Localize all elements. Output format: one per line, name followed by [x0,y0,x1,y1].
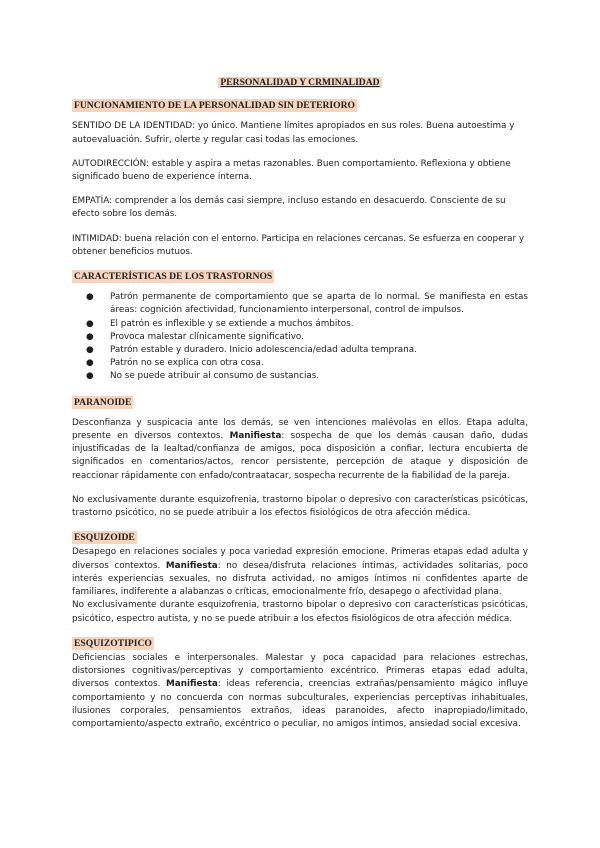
list-item-text: Patrón no se explica con otra cosa. [110,358,264,369]
paragraph-paranoide-exclusion: No exclusivamente durante esquizofrenia, trastorno bipolar o depresivo con características psicóticas, trastorno psicótico, no se puede atribuir a los efectos fisiológicos de otra afección médica. [72,494,528,519]
bold-term: Manifiesta [166,679,218,690]
list-item-text: Patrón permanente de comportamiento que se aparta de lo normal. Se manifiesta en estas áreas: cognición afectividad, funcionamiento interpersonal, control de impulsos. [110,292,528,316]
text-run: Desconfianza y suspicacia ante los demás, se ven intenciones malévolas en ellos. Etapa adulta, presente en diversos contextos. [72,417,528,442]
text-run: Deficiencias sociales e interpersonales. Malestar y poca capacidad para relaciones estrechas, distorsiones cognitivas/perceptivas y comportamiento excéntrico. Primeras etapas edad adulta, diversos contextos. [72,652,528,690]
paragraph-esquizotipico-desc [72,652,528,731]
section-heading-paranoide [72,396,528,409]
text-run: Desapego en relaciones sociales y poca variedad expresión emocione. Primeras etapas edad adulta y diversos contextos. [72,547,528,571]
list-item-text: Provoca malestar clínicamente significativo. [110,331,304,342]
bullet-icon: ● [86,292,94,303]
document-title [72,76,528,89]
paragraph-esquizoide-desc [72,546,528,599]
paragraph-paranoide-desc [72,417,528,483]
bold-term: Manifiesta [229,431,282,442]
bullet-icon: ● [86,345,94,356]
heading-text: PARANOIDE [74,396,132,408]
bullet-icon: ● [86,331,94,342]
list-item [86,318,528,331]
heading-text: ESQUIZOTIPICO [74,637,152,649]
list-item-text: No se puede atribuir al consumo de sustancias. [110,371,320,382]
text-run: : no desea/disfruta relaciones íntimas, actividades solitarias, poco interés experiencias sexuales, no disfruta actividad, no amigos íntimos ni confidentes aparte de familiares, indiferente a alabanzas o críticas, emocionalmente frío, desapego o afectividad plana. [72,560,528,598]
paragraph-esquizoide-exclusion: No exclusivamente durante esquizofrenia, trastorno bipolar o depresivo con características psicóticas, psicótico, espectro autista, y no se puede atribuir a los efectos fisiológicos de otra afección médica. [72,600,528,624]
bullet-icon: ● [86,358,94,369]
bullet-icon: ● [86,318,94,329]
text-run: : ideas referencia, creencias extrañas/pensamiento mágico influye comportamiento y no concuerda con normas subculturales, experiencias perceptivas inhabituales, ilusiones corporales, pensamientos extraños, ideas paranoides, afecto inapropiado/limitado, comportamiento/aspecto extraño, excéntrico o peculiar, no amigos íntimos, ansiedad social excesiva. [72,679,528,729]
list-item [86,291,528,317]
heading-text: ESQUIZOIDE [74,532,135,544]
section-heading-esquizoide [72,531,528,544]
list-item [86,331,528,344]
section-heading-funcionamiento [72,99,528,112]
section-heading-caracteristicas [72,270,528,283]
paragraph-intimidad: INTIMIDAD: buena relación con el entorno. Participa en relaciones cercanas. Se esfuerza en cooperar y obtener beneficios mutuos. [72,233,525,257]
section-heading-esquizotipico [72,637,528,650]
characteristics-list [72,291,528,383]
heading-text: CARACTERÍSTICAS DE LOS TRASTORNOS [74,271,273,283]
list-item-text: El patrón es inflexible y se extiende a muchos ámbitos. [110,318,354,329]
paragraph-autodireccion: AUTODIRECCIÓN: estable y aspira a metas razonables. Buen comportamiento. Reflexiona y obtiene significado bueno de experience interna. [72,158,511,183]
bold-term: Manifiesta [165,560,218,571]
paragraph-identidad: SENTIDO DE LA IDENTIDAD: yo único. Mantiene límites apropiados en sus roles. Buena autoestima y autoevaluación. Sufrir, olerte y regular casi todas las emociones. [72,121,515,145]
text-run: : sospecha de que los demás causan daño, dudas injustificadas de la lealtad/confianza de amigos, poca disposición a confiar, lectura encubierta de significados en comentarios/actos, rencor persistente, percepción de ataque y disposición de reaccionar rápidamente con enfado/contraatacar, sospecha recurrente de la fiabilidad de la pareja. [72,431,528,481]
list-item [86,344,528,357]
document-title-text: PERSONALIDAD Y CRMINALIDAD [220,77,380,88]
list-item [86,370,528,383]
list-item-text: Patrón estable y duradero. Inicio adolescencia/edad adulta temprana. [110,345,417,356]
list-item [86,357,528,370]
bullet-icon: ● [86,371,94,382]
paragraph-empatia: EMPATÍA: comprender a los demás casi siempre, incluso estando en desacuerdo. Consciente de su efecto sobre los demás. [72,196,506,220]
heading-text: FUNCIONAMIENTO DE LA PERSONALIDAD SIN DETERIORO [74,100,356,112]
